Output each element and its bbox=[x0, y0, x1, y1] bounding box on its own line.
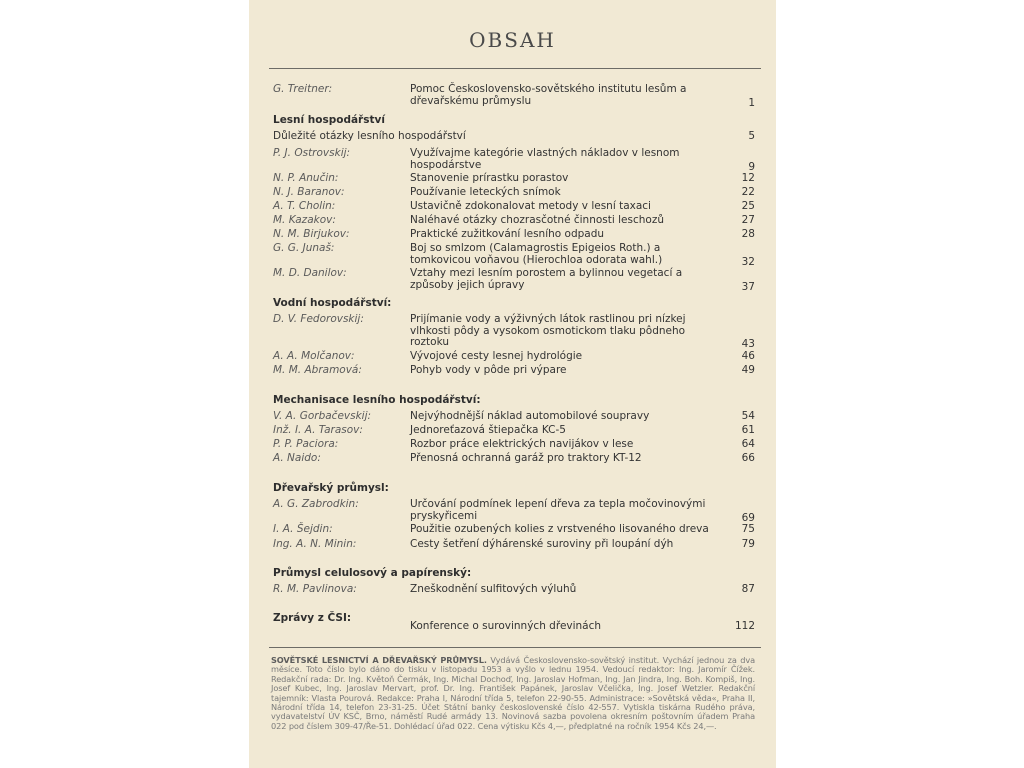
entry-page-number: 69 bbox=[741, 511, 755, 524]
document-page bbox=[249, 0, 776, 768]
entry-author: A. T. Cholin: bbox=[273, 200, 336, 212]
entry-page-number: 28 bbox=[741, 228, 755, 240]
section-heading: Dřevařský průmysl: bbox=[273, 482, 389, 494]
entry-title: Důležité otázky lesního hospodářství bbox=[273, 130, 466, 142]
entry-page-number: 25 bbox=[741, 200, 755, 212]
entry-page-number: 37 bbox=[741, 280, 755, 293]
entry-title: Nejvýhodnější náklad automobilové soupravy bbox=[410, 410, 650, 422]
entry-title: Praktické zužitkování lesního odpadu bbox=[410, 228, 605, 240]
entry-page-number: 75 bbox=[741, 523, 755, 535]
entry-author: A. Naido: bbox=[273, 452, 321, 464]
entry-author: Ing. A. N. Minin: bbox=[273, 538, 357, 550]
section-heading: Mechanisace lesního hospodářství: bbox=[273, 394, 481, 406]
entry-author: A. G. Zabrodkin: bbox=[273, 498, 359, 510]
section-heading: Průmysl celulosový a papírenský: bbox=[273, 567, 472, 579]
entry-page-number: 79 bbox=[741, 538, 755, 550]
entry-title: Boj so smlzom (Calamagrostis Epigeios Roth.) a tomkovicou voňavou (Hierochloa odorata wahl.) bbox=[410, 242, 663, 266]
entry-title: Vývojové cesty lesnej hydrológie bbox=[410, 350, 583, 362]
imprint-title: SOVĚTSKÉ LESNICTVÍ A DŘEVAŘSKÝ PRŮMYSL. bbox=[271, 655, 487, 665]
entry-author: N. M. Birjukov: bbox=[273, 228, 350, 240]
entry-title: Pohyb vody v pôde pri výpare bbox=[410, 364, 567, 376]
entry-author: I. A. Šejdin: bbox=[273, 523, 333, 535]
entry-page-number: 9 bbox=[748, 160, 755, 173]
entry-title: Stanovenie prírastku porastov bbox=[410, 172, 569, 184]
entry-page-number: 32 bbox=[741, 255, 755, 268]
entry-page-number: 5 bbox=[748, 130, 755, 142]
page-title: OBSAH bbox=[469, 28, 556, 52]
entry-author: N. P. Anučin: bbox=[273, 172, 339, 184]
entry-page-number: 1 bbox=[748, 96, 755, 109]
entry-title: Cesty šetření dýhárenské suroviny při loupání dýh bbox=[410, 538, 674, 550]
entry-title: Zneškodnění sulfitových výluhů bbox=[410, 583, 577, 595]
entry-page-number: 49 bbox=[741, 364, 755, 376]
entry-title: Přenosná ochranná garáž pro traktory KT-12 bbox=[410, 452, 642, 464]
entry-page-number: 43 bbox=[741, 338, 755, 350]
table-of-contents bbox=[249, 0, 776, 768]
entry-page-number: 46 bbox=[741, 350, 755, 362]
entry-title: Ustavičně zdokonalovat metody v lesní taxaci bbox=[410, 200, 651, 212]
entry-title: Prijímanie vody a výživných látok rastlinou pri nízkej vlhkosti pôdy a vysokom osmotickom tlaku pôdneho roztoku bbox=[410, 313, 686, 348]
entry-title: Naléhavé otázky chozrasčotné činnosti leschozů bbox=[410, 214, 664, 226]
entry-title: Vztahy mezi lesním porostem a bylinnou vegetací a způsoby jejich úpravy bbox=[410, 267, 683, 291]
entry-author: M. D. Danilov: bbox=[273, 267, 347, 279]
entry-author: D. V. Fedorovskij: bbox=[273, 313, 364, 325]
imprint bbox=[271, 656, 755, 731]
entry-author: Inž. I. A. Tarasov: bbox=[273, 424, 363, 436]
entry-author: N. J. Baranov: bbox=[273, 186, 345, 198]
section-heading: Lesní hospodářství bbox=[273, 114, 385, 126]
section-heading: Vodní hospodářství: bbox=[273, 297, 392, 309]
entry-title: Konference o surovinných dřevinách bbox=[410, 620, 602, 632]
entry-title: Využívajme kategórie vlastných nákladov v lesnom hospodárstve bbox=[410, 147, 680, 171]
entry-page-number: 61 bbox=[741, 424, 755, 436]
entry-author: M. M. Abramová: bbox=[273, 364, 362, 376]
entry-page-number: 54 bbox=[741, 410, 755, 422]
entry-title: Jednoreťazová štiepačka KC-5 bbox=[410, 424, 566, 436]
entry-author: G. Treitner: bbox=[273, 83, 333, 95]
entry-author: P. J. Ostrovskij: bbox=[273, 147, 351, 159]
entry-author: A. A. Molčanov: bbox=[273, 350, 355, 362]
entry-page-number: 12 bbox=[741, 172, 755, 184]
entry-author: V. A. Gorbačevskij: bbox=[273, 410, 372, 422]
section-heading: Zprávy z ČSI: bbox=[273, 612, 352, 624]
entry-page-number: 22 bbox=[741, 186, 755, 198]
entry-page-number: 112 bbox=[734, 620, 755, 632]
entry-title: Rozbor práce elektrických navijákov v lese bbox=[410, 438, 634, 450]
entry-page-number: 87 bbox=[741, 583, 755, 595]
entry-title: Používanie leteckých snímok bbox=[410, 186, 561, 198]
entry-page-number: 66 bbox=[741, 452, 755, 464]
entry-author: R. M. Pavlinova: bbox=[273, 583, 357, 595]
imprint-text: Vydává Československo-sovětský institut. Vychází jednou za dva měsíce. Toto číslo bylo dáno do tisku v listopadu 1953 a vyšlo v lednu 1954. Vedoucí redaktor: Ing. Jaromír Čížek. Redakční rada: Dr. Ing. Květoň Čermák, Ing. Michal Dochoď, Ing. Jaroslav Hofman, Ing. Jan Jindra, Ing. Boh. Kompiš, Ing. Josef Kubec, Ing. Jaroslav Mervart, prof. Dr. Ing. František Papánek, Jaroslav Včelička, Ing. Josef Wetzler. Redakční tajemník: Vlasta Pourová. Redakce: Praha I, Národní třída 5, telefon 22-90-55. Administrace: »Sovětská věda«, Praha II, Národní třída 14, telefon 23-31-25. Účet Státní banky československé číslo 42-557. Vytiskla tiskárna Rudého práva, vydavatelství ÚV KSČ, Brno, náměstí Rudé armády 13. Novinová sazba povolena okresním poštovním úřadem Praha 022 pod číslem 309-47/Ře-51. Dohlédací úřad 022. Cena výtisku Kčs 4,—, předplatné na ročník 1954 Kčs 24,—. bbox=[271, 655, 755, 731]
entry-author: G. G. Junaš: bbox=[273, 242, 335, 254]
entry-title: Použitie ozubených kolies z vrstveného lisovaného dreva bbox=[410, 523, 709, 535]
entry-title: Určování podmínek lepení dřeva za tepla močovinovými pryskyřicemi bbox=[410, 498, 706, 522]
bottom-divider bbox=[269, 647, 761, 648]
entry-page-number: 64 bbox=[741, 438, 755, 450]
entry-author: M. Kazakov: bbox=[273, 214, 336, 226]
entry-page-number: 27 bbox=[741, 214, 755, 226]
entry-author: P. P. Paciora: bbox=[273, 438, 339, 450]
entry-title: Pomoc Československo-sovětského institutu lesům a dřevařskému průmyslu bbox=[410, 83, 687, 107]
